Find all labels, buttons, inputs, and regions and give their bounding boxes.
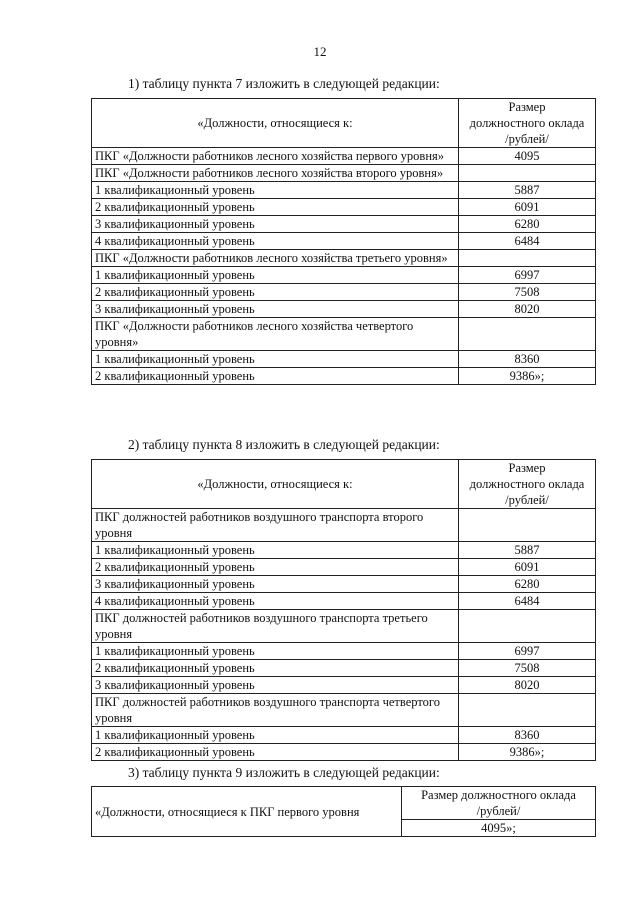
table-row: [92, 727, 596, 744]
table-row: [92, 643, 596, 660]
table-section-3: [91, 786, 596, 837]
header-right: Размер должностного оклада /рублей/: [402, 787, 596, 820]
table-row: [92, 559, 596, 576]
section-2-intro: 2) таблицу пункта 8 изложить в следующей редакции:: [128, 437, 440, 452]
table-row: [92, 165, 596, 182]
salary-value: 6091: [459, 559, 596, 576]
position-label: 1 квалификационный уровень: [92, 182, 459, 199]
table-section-1: [91, 98, 596, 385]
salary-value: 6997: [459, 643, 596, 660]
header-right: Размер должностного оклада /рублей/: [459, 460, 596, 509]
salary-value: 6997: [459, 267, 596, 284]
table-row: [92, 216, 596, 233]
table-row: [92, 744, 596, 761]
salary-value: 9386»;: [459, 744, 596, 761]
salary-value: [459, 250, 596, 267]
position-label: 2 квалификационный уровень: [92, 559, 459, 576]
salary-value: 4095»;: [402, 820, 596, 837]
table-header-row: [92, 460, 596, 509]
position-label: ПКГ должностей работников воздушного транспорта четвертого уровня: [92, 694, 459, 727]
section-3-intro: 3) таблицу пункта 9 изложить в следующей редакции:: [128, 765, 440, 780]
salary-value: 6280: [459, 576, 596, 593]
position-label: 4 квалификационный уровень: [92, 233, 459, 250]
position-label: ПКГ «Должности работников лесного хозяйства второго уровня»: [92, 165, 459, 182]
salary-value: 5887: [459, 182, 596, 199]
position-label: 2 квалификационный уровень: [92, 368, 459, 385]
position-label: ПКГ «Должности работников лесного хозяйства первого уровня»: [92, 148, 459, 165]
position-label: 3 квалификационный уровень: [92, 677, 459, 694]
table-row: [92, 787, 596, 820]
salary-value: [459, 165, 596, 182]
salary-value: 6091: [459, 199, 596, 216]
table-header-row: [92, 99, 596, 148]
table-row: [92, 199, 596, 216]
salary-value: [459, 694, 596, 727]
table-row: [92, 301, 596, 318]
position-label: 1 квалификационный уровень: [92, 643, 459, 660]
header-left: «Должности, относящиеся к:: [92, 99, 459, 148]
position-label: 2 квалификационный уровень: [92, 744, 459, 761]
salary-value: [459, 509, 596, 542]
table-row: [92, 593, 596, 610]
salary-value: 6484: [459, 233, 596, 250]
salary-value: 6280: [459, 216, 596, 233]
position-label: 1 квалификационный уровень: [92, 542, 459, 559]
table-row: [92, 351, 596, 368]
table-row: [92, 576, 596, 593]
position-label: 3 квалификационный уровень: [92, 216, 459, 233]
position-label: 1 квалификационный уровень: [92, 351, 459, 368]
salary-value: 8020: [459, 301, 596, 318]
salary-value: 7508: [459, 660, 596, 677]
position-label: ПКГ «Должности работников лесного хозяйства четвертого уровня»: [92, 318, 459, 351]
section-1-intro: 1) таблицу пункта 7 изложить в следующей редакции:: [128, 76, 440, 91]
table-row: [92, 677, 596, 694]
table-row: [92, 182, 596, 199]
position-label: 1 квалификационный уровень: [92, 267, 459, 284]
table-row: [92, 284, 596, 301]
table-row: [92, 148, 596, 165]
salary-value: [459, 318, 596, 351]
table-row: [92, 610, 596, 643]
table-section-2: [91, 459, 596, 761]
salary-value: 8020: [459, 677, 596, 694]
position-label: 2 квалификационный уровень: [92, 660, 459, 677]
table-row: [92, 233, 596, 250]
salary-value: 4095: [459, 148, 596, 165]
header-left: «Должности, относящиеся к ПКГ первого уровня: [92, 787, 402, 837]
salary-value: 7508: [459, 284, 596, 301]
table-row: [92, 368, 596, 385]
page-number: 12: [313, 44, 327, 59]
salary-value: 5887: [459, 542, 596, 559]
table-row: [92, 509, 596, 542]
position-label: ПКГ должностей работников воздушного транспорта второго уровня: [92, 509, 459, 542]
position-label: 3 квалификационный уровень: [92, 576, 459, 593]
table-row: [92, 250, 596, 267]
position-label: 1 квалификационный уровень: [92, 727, 459, 744]
table-row: [92, 267, 596, 284]
position-label: 4 квалификационный уровень: [92, 593, 459, 610]
salary-value: 9386»;: [459, 368, 596, 385]
position-label: ПКГ должностей работников воздушного транспорта третьего уровня: [92, 610, 459, 643]
header-left: «Должности, относящиеся к:: [92, 460, 459, 509]
salary-value: 8360: [459, 727, 596, 744]
salary-value: 8360: [459, 351, 596, 368]
table-row: [92, 542, 596, 559]
position-label: ПКГ «Должности работников лесного хозяйства третьего уровня»: [92, 250, 459, 267]
position-label: 2 квалификационный уровень: [92, 284, 459, 301]
header-right: Размер должностного оклада /рублей/: [459, 99, 596, 148]
position-label: 3 квалификационный уровень: [92, 301, 459, 318]
salary-value: [459, 610, 596, 643]
table-row: [92, 660, 596, 677]
salary-value: 6484: [459, 593, 596, 610]
position-label: 2 квалификационный уровень: [92, 199, 459, 216]
table-row: [92, 318, 596, 351]
table-row: [92, 694, 596, 727]
